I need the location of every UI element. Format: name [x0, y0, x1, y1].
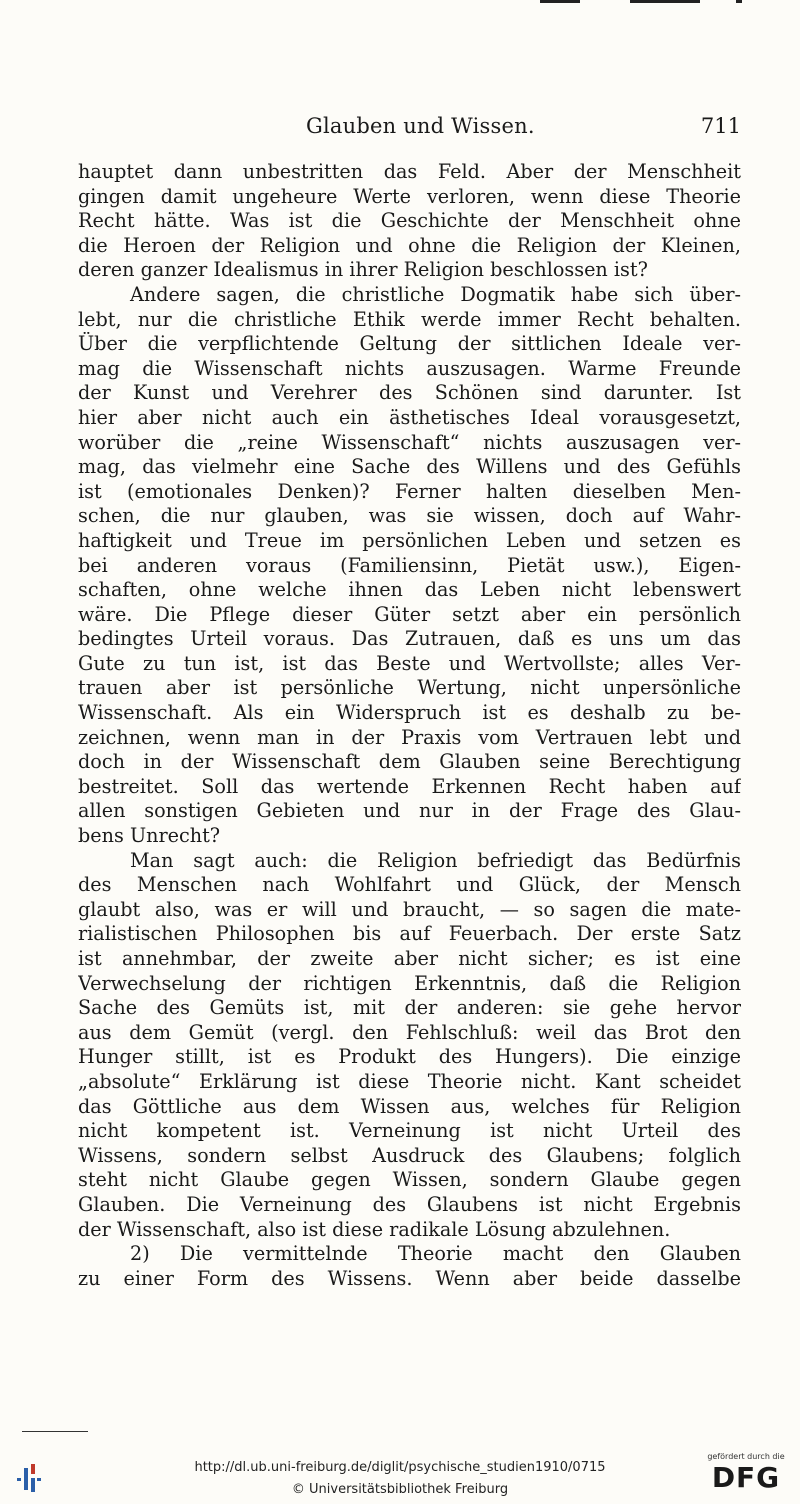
- running-title: Glauben und Wissen.: [306, 114, 535, 138]
- text-line: ist (emotionales Denken)? Ferner halten dieselben Men-: [78, 479, 741, 503]
- footnote-rule: [22, 1431, 88, 1432]
- text-line: bens Unrecht?: [78, 824, 221, 848]
- text-line: lebt, nur die christliche Ethik werde immer Recht behalten.: [78, 307, 741, 331]
- text-line: hauptet dann unbestritten das Feld. Aber der Menschheit: [78, 160, 741, 183]
- text-line: schen, die nur glauben, was sie wissen, doch auf Wahr-: [78, 504, 741, 528]
- text-line: des Menschen nach Wohlfahrt und Glück, der Mensch: [78, 873, 741, 897]
- page-header: [78, 114, 741, 140]
- text-line: 2) Die vermittelnde Theorie macht den Glauben: [130, 1242, 741, 1266]
- text-line: allen sonstigen Gebieten und nur in der Frage des Glau-: [78, 799, 741, 823]
- text-line: nicht kompetent ist. Verneinung ist nicht Urteil des: [78, 1119, 741, 1143]
- text-line: bei anderen voraus (Familiensinn, Pietät usw.), Eigen-: [78, 553, 741, 577]
- dfg-logo: DFG: [711, 1461, 781, 1494]
- text-line: Über die verpflichtende Geltung der sittlichen Ideale ver-: [78, 332, 741, 356]
- text-line: Glauben. Die Verneinung des Glaubens ist nicht Ergebnis: [78, 1192, 741, 1216]
- text-line: steht nicht Glaube gegen Wissen, sondern Glaube gegen: [78, 1168, 741, 1192]
- text-line: schaften, ohne welche ihnen das Leben nicht lebenswert: [78, 578, 741, 602]
- text-line: ist annehmbar, der zweite aber nicht sicher; es ist eine: [78, 947, 741, 970]
- text-line: hier aber nicht auch ein ästhetisches Ideal vorausgesetzt,: [78, 405, 741, 429]
- text-line: „absolute“ Erklärung ist diese Theorie nicht. Kant scheidet: [78, 1069, 741, 1093]
- text-line: glaubt also, was er will und braucht, — so sagen die mate-: [78, 897, 741, 921]
- text-line: Verwechselung der richtigen Erkenntnis, daß die Religion: [78, 971, 741, 995]
- text-line: Hunger stillt, ist es Produkt des Hungers). Die einzige: [78, 1045, 741, 1069]
- text-line: trauen aber ist persönliche Wertung, nicht unpersönliche: [78, 676, 741, 700]
- text-line: worüber die „reine Wissenschaft“ nichts auszusagen ver-: [78, 430, 741, 454]
- text-line: haftigkeit und Treue im persönlichen Leben und setzen es: [78, 528, 741, 552]
- text-line: doch in der Wissenschaft dem Glauben seine Berechtigung: [78, 750, 741, 774]
- text-line: Man sagt auch: die Religion befriedigt das Bedürfnis: [130, 848, 741, 872]
- permalink-url[interactable]: http://dl.ub.uni-freiburg.de/diglit/psychische_studien1910/0715: [194, 1460, 606, 1475]
- text-line: zeichnen, wenn man in der Praxis vom Vertrauen lebt und: [78, 725, 741, 749]
- text-line: deren ganzer Idealismus in ihrer Religion beschlossen ist?: [78, 258, 648, 282]
- text-line: Wissenschaft. Als ein Widerspruch ist es deshalb zu be-: [78, 701, 741, 725]
- text-line: Wissens, sondern selbst Ausdruck des Glaubens; folglich: [78, 1143, 741, 1167]
- text-line: das Göttliche aus dem Wissen aus, welches für Religion: [78, 1094, 741, 1118]
- text-line: der Kunst und Verehrer des Schönen sind darunter. Ist: [78, 381, 741, 405]
- dfg-caption: gefördert durch die: [707, 1452, 785, 1461]
- text-line: Recht hätte. Was ist die Geschichte der Menschheit ohne: [78, 209, 741, 233]
- text-line: mag, das vielmehr eine Sache des Willens und des Gefühls: [78, 455, 741, 479]
- top-scan-marks: [0, 0, 800, 8]
- dfg-funding-badge: [700, 1452, 792, 1502]
- digital-library-footer: [0, 1450, 800, 1504]
- text-line: Sache des Gemüts ist, mit der anderen: sie gehe hervor: [78, 996, 741, 1020]
- body-text: [78, 160, 741, 1291]
- text-line: aus dem Gemüt (vergl. den Fehlschluß: weil das Brot den: [78, 1020, 741, 1044]
- text-line: gingen damit ungeheure Werte verloren, wenn diese Theorie: [78, 184, 741, 208]
- page-number: 711: [700, 114, 741, 138]
- text-line: bestreitet. Soll das wertende Erkennen Recht haben auf: [78, 774, 741, 798]
- text-line: mag die Wissenschaft nichts auszusagen. Warme Freunde: [78, 356, 741, 380]
- text-line: wäre. Die Pflege dieser Güter setzt aber ein persönlich: [78, 602, 741, 626]
- text-line: bedingtes Urteil voraus. Das Zutrauen, daß es uns um das: [78, 627, 741, 651]
- text-line: die Heroen der Religion und ohne die Religion der Kleinen,: [78, 233, 741, 257]
- text-line: rialistischen Philosophen bis auf Feuerbach. Der erste Satz: [78, 922, 741, 946]
- library-credit: © Universitätsbibliothek Freiburg: [291, 1482, 509, 1497]
- text-line: zu einer Form des Wissens. Wenn aber beide dasselbe: [78, 1266, 741, 1290]
- text-line: Andere sagen, die christliche Dogmatik habe sich über-: [130, 282, 741, 306]
- text-line: Gute zu tun ist, ist das Beste und Wertvollste; alles Ver-: [78, 651, 741, 675]
- text-line: der Wissenschaft, also ist diese radikale Lösung abzulehnen.: [78, 1217, 671, 1241]
